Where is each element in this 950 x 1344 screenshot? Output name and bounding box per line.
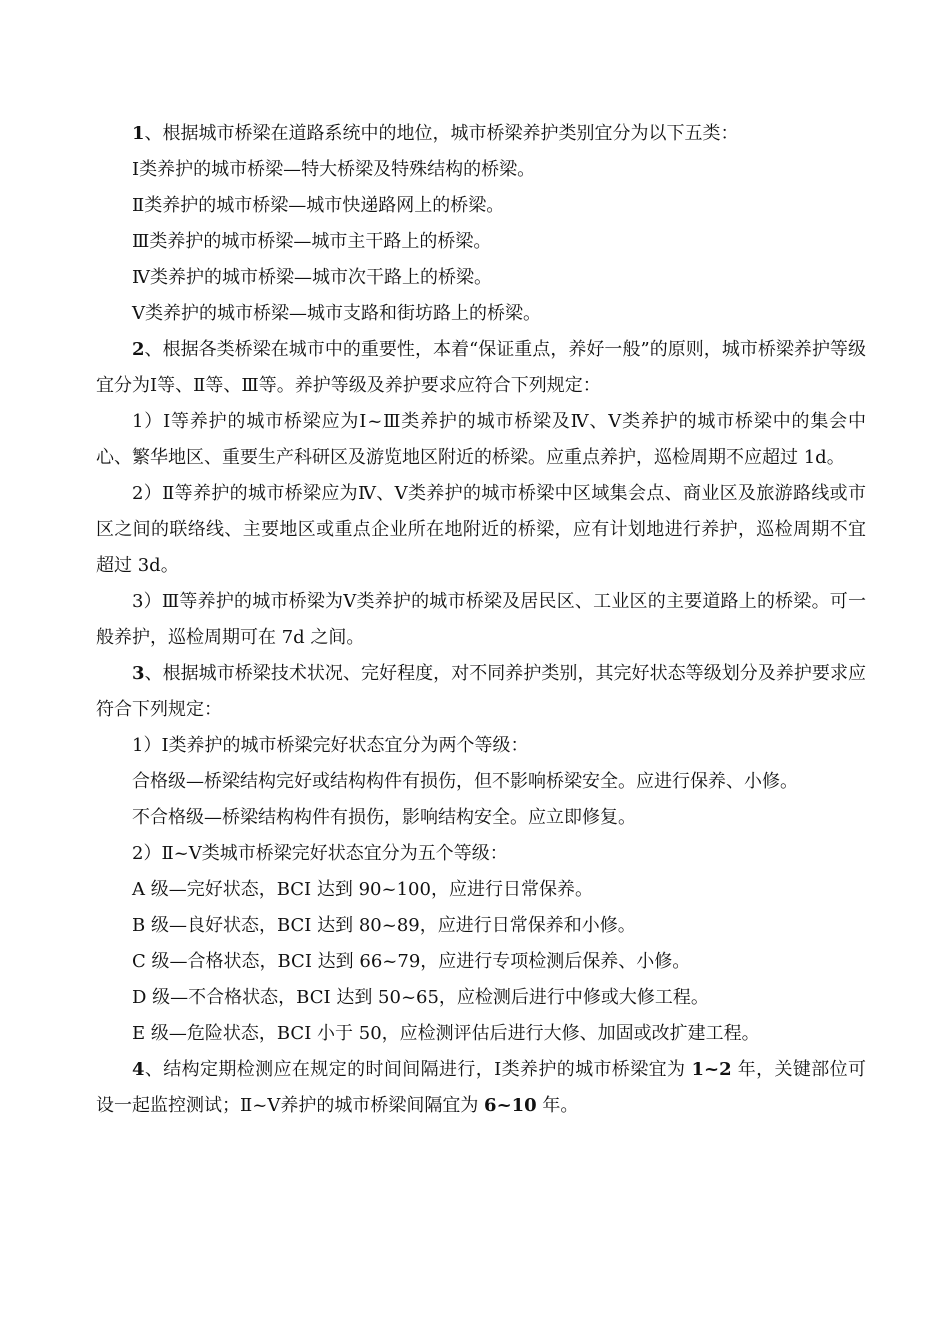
paragraph-number: 2 [132, 339, 145, 360]
interval-value-bold: 6~10 [484, 1095, 537, 1116]
paragraph-text: 2）Ⅱ~Ⅴ类城市桥梁完好状态宜分为五个等级： [132, 843, 508, 864]
paragraph-text: 、根据城市桥梁在道路系统中的地位，城市桥梁养护类别宜分为以下五类： [144, 123, 739, 144]
paragraph-2 [96, 332, 866, 404]
paragraph-text: 、结构定期检测应在规定的时间间隔进行，Ⅰ类养护的城市桥梁宜为 [144, 1059, 692, 1080]
paragraph-text: C 级—合格状态，BCI 达到 66~79，应进行专项检测后保养、小修。 [132, 951, 691, 972]
interval-value-bold: 1~2 [691, 1059, 732, 1080]
paragraph-number: 4 [132, 1059, 145, 1080]
grade-2-rule [96, 476, 866, 584]
paragraph-number: 1 [132, 123, 145, 144]
paragraph-text: D 级—不合格状态，BCI 达到 50~65，应检测后进行中修或大修工程。 [132, 987, 709, 1008]
paragraph-text: Ⅰ类养护的城市桥梁—特大桥梁及特殊结构的桥梁。 [132, 159, 536, 180]
paragraph-text: 、根据各类桥梁在城市中的重要性，本着“保证重点，养好一般”的原则，城市桥梁养护等级宜分为Ⅰ等、Ⅱ等、Ⅲ等。养护等级及养护要求应符合下列规定： [96, 339, 866, 396]
paragraph-text: Ⅴ类养护的城市桥梁—城市支路和街坊路上的桥梁。 [132, 303, 541, 324]
paragraph-text: 3）Ⅲ等养护的城市桥梁为Ⅴ类养护的城市桥梁及居民区、工业区的主要道路上的桥梁。可一般养护，巡检周期可在 7d 之间。 [96, 591, 866, 648]
paragraph-text: 合格级—桥梁结构完好或结构构件有损伤，但不影响桥梁安全。应进行保养、小修。 [132, 771, 798, 792]
paragraph-text: 2）Ⅱ等养护的城市桥梁应为Ⅳ、Ⅴ类养护的城市桥梁中区域集会点、商业区及旅游路线或市区之间的联络线、主要地区或重点企业所在地附近的桥梁，应有计划地进行养护，巡检周期不宜超过 3d。 [96, 483, 866, 576]
paragraph-4 [96, 1052, 866, 1124]
category-4-line [96, 260, 866, 296]
class-1-levels-intro [96, 728, 866, 764]
paragraph-text: 、根据城市桥梁技术状况、完好程度，对不同养护类别，其完好状态等级划分及养护要求应符合下列规定： [96, 663, 866, 720]
paragraph-text: Ⅳ类养护的城市桥梁—城市次干路上的桥梁。 [132, 267, 492, 288]
paragraph-number: 3 [132, 663, 145, 684]
paragraph-text: 1）Ⅰ等养护的城市桥梁应为Ⅰ~Ⅲ类养护的城市桥梁及Ⅳ、Ⅴ类养护的城市桥梁中的集会中心、繁华地区、重要生产科研区及游览地区附近的桥梁。应重点养护，巡检周期不应超过 1d。 [96, 411, 866, 468]
level-d-line [96, 980, 866, 1016]
category-5-line [96, 296, 866, 332]
paragraph-text: E 级—危险状态，BCI 小于 50，应检测评估后进行大修、加固或改扩建工程。 [132, 1023, 760, 1044]
paragraph-1 [96, 116, 866, 152]
class-2-5-levels-intro [96, 836, 866, 872]
paragraph-text: 年，关键部位可设一起监控测试；Ⅱ~Ⅴ养护的城市桥梁间隔宜为 [96, 1059, 866, 1116]
paragraph-text: 不合格级—桥梁结构构件有损伤，影响结构安全。应立即修复。 [132, 807, 636, 828]
level-c-line [96, 944, 866, 980]
paragraph-3 [96, 656, 866, 728]
paragraph-text: B 级—良好状态，BCI 达到 80~89，应进行日常保养和小修。 [132, 915, 636, 936]
paragraph-text: 1）Ⅰ类养护的城市桥梁完好状态宜分为两个等级： [132, 735, 529, 756]
paragraph-text: 年。 [536, 1095, 579, 1116]
document-body [96, 116, 866, 1124]
paragraph-text: Ⅲ类养护的城市桥梁—城市主干路上的桥梁。 [132, 231, 492, 252]
unqualified-level-line [96, 800, 866, 836]
grade-3-rule [96, 584, 866, 656]
grade-1-rule [96, 404, 866, 476]
category-3-line [96, 224, 866, 260]
category-2-line [96, 188, 866, 224]
level-b-line [96, 908, 866, 944]
category-1-line [96, 152, 866, 188]
paragraph-text: A 级—完好状态，BCI 达到 90~100，应进行日常保养。 [132, 879, 593, 900]
level-a-line [96, 872, 866, 908]
level-e-line [96, 1016, 866, 1052]
qualified-level-line [96, 764, 866, 800]
paragraph-text: Ⅱ类养护的城市桥梁—城市快递路网上的桥梁。 [132, 195, 505, 216]
